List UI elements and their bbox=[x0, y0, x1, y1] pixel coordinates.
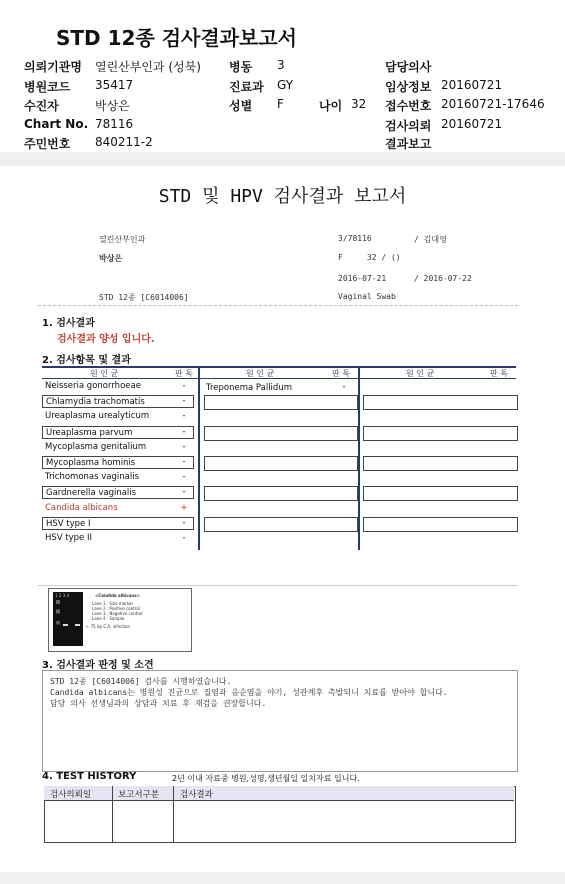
col-pathogen-2: 원 인 균 bbox=[246, 369, 275, 378]
hospital-name: 열린산부인과 bbox=[99, 235, 146, 244]
header-label-l4: 결과보고 bbox=[385, 137, 432, 151]
divider-band bbox=[0, 152, 565, 166]
header-label-l1: 병원코드 bbox=[24, 80, 71, 94]
empty-result-box bbox=[363, 486, 518, 501]
empty-result-box bbox=[363, 426, 518, 441]
header-value-v4: 20160721 bbox=[441, 117, 503, 131]
header-value-v2: 3 bbox=[277, 58, 285, 72]
header-value-v4: 20160721-17646 bbox=[441, 97, 545, 111]
gel-legend-3: Lane 3 : Negative control bbox=[92, 611, 143, 616]
result-item-judge: - bbox=[182, 457, 186, 467]
treponema-name: Treponema Pallidum bbox=[206, 383, 292, 393]
result-item-name: HSV type II bbox=[45, 533, 93, 543]
header-label-l1: 수진자 bbox=[24, 99, 59, 113]
history-divider bbox=[112, 786, 113, 842]
col-judge-1: 판 독 bbox=[175, 369, 193, 378]
bottom-band bbox=[0, 872, 565, 884]
result-item-judge: - bbox=[182, 533, 186, 543]
result-item-name: Chlamydia trachomatis bbox=[42, 395, 194, 408]
col-pathogen-1: 원 인 균 bbox=[90, 369, 119, 378]
header-label-l3: 나이 bbox=[319, 99, 343, 113]
result-item-judge: - bbox=[182, 381, 186, 391]
doctor-name: / 김대영 bbox=[414, 235, 447, 244]
empty-result-box bbox=[363, 395, 518, 410]
result-item-name: Mycoplasma genitalium bbox=[45, 441, 147, 452]
history-header bbox=[44, 786, 514, 801]
header-value-v1: 35417 bbox=[95, 78, 134, 92]
specimen: Vaginal Swab bbox=[338, 292, 396, 301]
header-label-l1: Chart No. bbox=[24, 117, 89, 131]
table-head-line bbox=[42, 378, 516, 379]
opinion-line-3: 담당 의사 선생님과의 상담과 치료 후 재검을 권장합니다. bbox=[50, 699, 267, 708]
test-code: STD 12종 [C6014006] bbox=[99, 293, 189, 302]
col-divider-1 bbox=[198, 366, 200, 550]
section2-heading: 2. 검사항목 및 결과 bbox=[42, 355, 131, 366]
opinion-line-1: STD 12종 [C6014006] 검사를 시행하였습니다. bbox=[50, 677, 232, 686]
history-col-date: 검사의뢰일 bbox=[50, 790, 92, 800]
opinion-line-2: Candida albicans는 병원성 진균으로 질염과 음순염을 야기, 성관계후 촉발되니 치료를 받아야 합니다. bbox=[50, 688, 448, 697]
date-received: 2016-07-21 bbox=[338, 274, 387, 283]
ladder-lane bbox=[56, 600, 60, 638]
result-item-judge: - bbox=[182, 426, 186, 437]
result-item-judge: - bbox=[182, 487, 186, 498]
separator bbox=[38, 305, 518, 306]
header-value-v1: 열린산부인과 (성북) bbox=[95, 60, 201, 74]
result-item-name: HSV type I bbox=[42, 517, 194, 530]
gel-image bbox=[53, 592, 83, 646]
history-divider bbox=[173, 786, 174, 842]
gel-title: <Candida albicans> bbox=[95, 593, 140, 598]
gel-legend-4: Lane 4 : Sample bbox=[92, 616, 125, 621]
empty-result-box bbox=[204, 426, 358, 441]
header-label-l4: 검사의뢰 bbox=[385, 119, 432, 133]
result-item-name: Ureaplasma parvum bbox=[42, 426, 194, 439]
header-label-l1: 주민번호 bbox=[24, 137, 71, 151]
result-item-name: Neisseria gonorrhoeae bbox=[45, 381, 141, 391]
empty-result-box bbox=[204, 486, 358, 501]
separator bbox=[38, 585, 518, 586]
gel-legend-1: Lane 1 : Size marker bbox=[92, 601, 134, 606]
col-judge-3: 판 독 bbox=[490, 369, 508, 378]
history-col-type: 보고서구분 bbox=[118, 790, 160, 800]
empty-result-box bbox=[204, 456, 358, 471]
report-title: STD 및 HPV 검사결과 보고서 bbox=[158, 186, 407, 207]
empty-result-box bbox=[363, 456, 518, 471]
header-value-v1: 840211-2 bbox=[95, 135, 153, 149]
treponema-judge: - bbox=[342, 382, 346, 392]
result-item-name: Mycoplasma hominis bbox=[42, 456, 194, 469]
patient-name: 박상은 bbox=[99, 254, 123, 263]
empty-result-box bbox=[363, 517, 518, 532]
header-value-v1: 박상은 bbox=[95, 99, 130, 113]
col-judge-2: 판 독 bbox=[332, 369, 350, 378]
section3-heading: 3. 검사결과 판정 및 소견 bbox=[42, 660, 154, 671]
result-item-judge: - bbox=[182, 441, 186, 452]
history-note: 2년 이내 자료중 병원,성명,생년월일 일치자료 입니다. bbox=[172, 774, 360, 783]
header-label-l1: 의뢰기관명 bbox=[24, 60, 82, 74]
page-title: STD 12종 검사결과보고서 bbox=[56, 26, 297, 50]
band bbox=[75, 624, 80, 626]
result-item-judge: - bbox=[182, 517, 186, 528]
empty-result-box bbox=[204, 395, 358, 410]
history-col-result: 검사결과 bbox=[180, 790, 213, 800]
header-value-v2: GY bbox=[277, 78, 294, 92]
result-item-name: Trichomonas vaginalis bbox=[45, 472, 140, 483]
col-divider-2 bbox=[358, 366, 360, 550]
result-item-name: Gardnerella vaginalis bbox=[42, 486, 194, 499]
header-label-l2: 병동 bbox=[229, 60, 253, 74]
sex-age: F 32 / () bbox=[338, 253, 401, 262]
col-pathogen-3: 원 인 균 bbox=[406, 369, 435, 378]
header-label-l4: 임상정보 bbox=[385, 80, 432, 94]
result-item-judge: - bbox=[182, 411, 186, 422]
result-item-judge: + bbox=[180, 502, 188, 513]
header-value-v1: 78116 bbox=[95, 117, 134, 131]
header-label-l2: 진료과 bbox=[229, 80, 264, 94]
date-reported: / 2016-07-22 bbox=[414, 274, 472, 283]
header-label-l4: 담당의사 bbox=[385, 60, 432, 74]
result-item-name: Ureaplasma urealyticum bbox=[45, 411, 150, 422]
result-item-judge: - bbox=[182, 396, 186, 407]
gel-legend-2: Lane 2 : Positive control bbox=[92, 606, 140, 611]
section1-heading: 1. 검사결과 bbox=[42, 318, 95, 329]
band bbox=[63, 624, 68, 626]
section4-heading: 4. TEST HISTORY bbox=[42, 771, 137, 782]
gel-lanes: 1 2 3 4 bbox=[55, 593, 69, 598]
header-value-v2: F bbox=[277, 97, 284, 111]
chart-number: 3/78116 bbox=[338, 234, 372, 243]
positive-result: 검사결과 양성 입니다. bbox=[57, 334, 155, 345]
header-label-l4: 접수번호 bbox=[385, 99, 432, 113]
result-item-name: Candida albicans bbox=[45, 502, 118, 513]
header-value-v3: 32 bbox=[351, 97, 367, 111]
gel-band-label: ← 75 bp C.A. infection bbox=[86, 624, 130, 629]
header-value-v4: 20160721 bbox=[441, 78, 503, 92]
empty-result-box bbox=[204, 517, 358, 532]
header-label-l2: 성별 bbox=[229, 99, 253, 113]
result-item-judge: - bbox=[182, 472, 186, 483]
